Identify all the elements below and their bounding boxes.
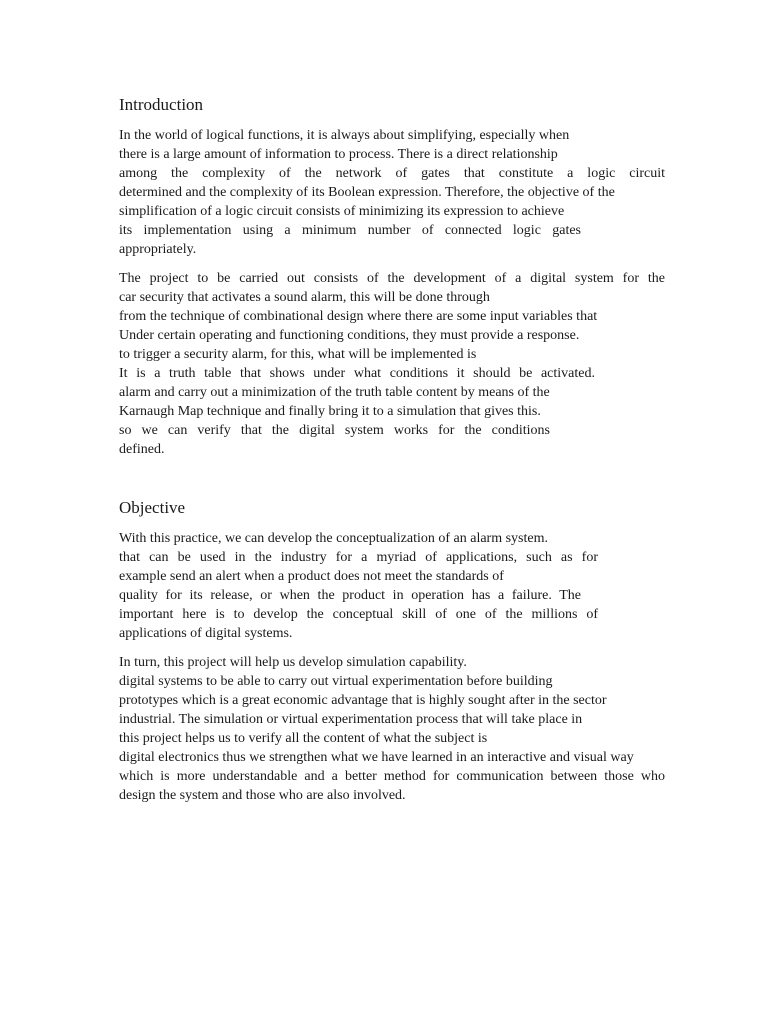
text-line: which is more understandable and a better method for communication between those who (119, 769, 665, 784)
text-line: determined and the complexity of its Boolean expression. Therefore, the objective of the (119, 185, 615, 200)
text-line: Under certain operating and functioning conditions, they must provide a response. (119, 328, 580, 343)
text-line: there is a large amount of information to process. There is a direct relationship (119, 147, 558, 162)
text-line: In the world of logical functions, it is always about simplifying, especially when (119, 128, 570, 143)
text-line: that can be used in the industry for a myriad of applications, such as for (119, 550, 598, 565)
text-line: digital systems to be able to carry out virtual experimentation before building (119, 674, 553, 689)
text-line: alarm and carry out a minimization of the truth table content by means of the (119, 385, 550, 400)
text-line: example send an alert when a product does not meet the standards of (119, 569, 504, 584)
section-heading-introduction: Introduction (119, 95, 204, 114)
text-line: Karnaugh Map technique and finally bring it to a simulation that gives this. (119, 404, 541, 419)
text-line: digital electronics thus we strengthen what we have learned in an interactive and visual way (119, 750, 634, 765)
text-line: quality for its release, or when the product in operation has a failure. The (119, 588, 581, 603)
text-line: With this practice, we can develop the conceptualization of an alarm system. (119, 531, 548, 546)
text-line: It is a truth table that shows under what conditions it should be activated. (119, 366, 595, 381)
text-line: defined. (119, 442, 165, 457)
text-line: from the technique of combinational design where there are some input variables that (119, 309, 598, 324)
text-line: car security that activates a sound alarm, this will be done through (119, 290, 490, 305)
text-line: so we can verify that the digital system works for the conditions (119, 423, 550, 438)
text-line: important here is to develop the conceptual skill of one of the millions of (119, 607, 598, 622)
text-line: to trigger a security alarm, for this, what will be implemented is (119, 347, 477, 362)
text-line: In turn, this project will help us develop simulation capability. (119, 655, 467, 670)
text-line: among the complexity of the network of gates that constitute a logic circuit (119, 166, 665, 181)
text-line: simplification of a logic circuit consists of minimizing its expression to achieve (119, 204, 565, 219)
text-line: industrial. The simulation or virtual experimentation process that will take place in (119, 712, 583, 727)
text-line: appropriately. (119, 242, 197, 257)
text-line: its implementation using a minimum number of connected logic gates (119, 223, 581, 238)
text-line: this project helps us to verify all the content of what the subject is (119, 731, 488, 746)
text-line: prototypes which is a great economic advantage that is highly sought after in the sector (119, 693, 607, 708)
text-line: applications of digital systems. (119, 626, 293, 641)
section-heading-objective: Objective (119, 498, 186, 517)
text-line: The project to be carried out consists of the development of a digital system for the (119, 271, 665, 286)
text-line: design the system and those who are also involved. (119, 788, 406, 803)
